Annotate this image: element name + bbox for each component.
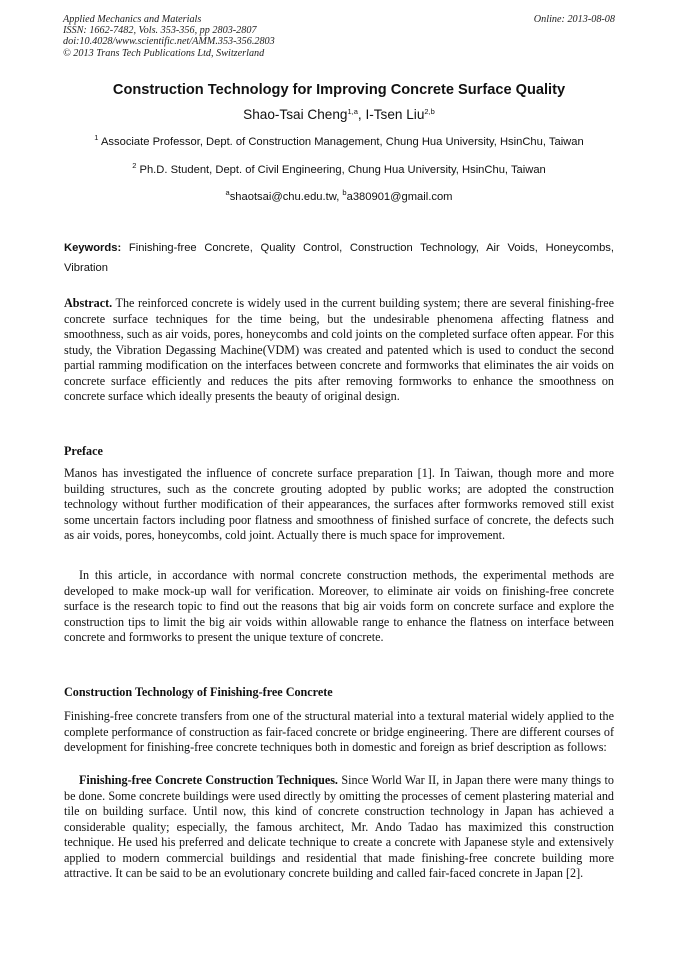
journal-name: Applied Mechanics and Materials xyxy=(63,14,202,25)
author-2-superscript: 2,b xyxy=(424,107,435,116)
email-b-marker: b xyxy=(342,188,347,197)
preface-heading: Preface xyxy=(64,444,103,458)
abstract-label: Abstract. xyxy=(64,296,113,310)
email-b: a380901@gmail.com xyxy=(346,191,453,203)
email-line xyxy=(40,188,638,203)
preface-paragraph-1: Manos has investigated the influence of concrete surface preparation [1]. In Taiwan, though more and more building structures, such as the concrete grouting adopted by public works; are adopted the construction technology without further modification of their appearances, the surfaces after formworks removed still exist some uncertain factors including poor flatness and smoothness of finished surface of concrete, the defects such as air voids, pores, honeycombs, cold joint. Actually there is much space for improvement. xyxy=(64,466,614,542)
author-2-name: I-Tsen Liu xyxy=(365,107,425,122)
author-1-name: Shao-Tsai Cheng xyxy=(243,107,348,122)
email-a: shaotsai@chu.edu.tw, xyxy=(229,191,343,203)
affiliation-2-marker: 2 xyxy=(132,161,137,170)
construction-paragraph-1: Finishing-free concrete transfers from one of the structural material into a textural material widely applied to the complete performance of construction as fair-faced concrete or bridge engineering. There are different courses of development for finishing-free concrete techniques both in domestic and foreign as brief description as follows: xyxy=(64,709,614,754)
journal-header xyxy=(63,14,615,59)
keywords-text: Finishing-free Concrete, Quality Control, Construction Technology, Air Voids, Honeycombs, Vibration xyxy=(64,242,614,274)
construction-paragraph-2 xyxy=(64,773,614,882)
affiliation-2 xyxy=(40,161,638,176)
email-a-marker: a xyxy=(225,188,230,197)
affiliation-1 xyxy=(40,133,638,148)
affiliation-1-marker: 1 xyxy=(94,133,99,142)
techniques-text: Since World War II, in Japan there were many things to be done. Some concrete buildings were used directly by omitting the processes of cement plastering material and tile on building surface. Until now, this kind of concrete construction technology in Japan has achieved a considerable quality; especially, the famous architect, Mr. Ando Tadao has maximized this construction technique. He used his preferred and delicate technique to create a concrete with Japanese style and extensively applied to modern commercial buildings and residential that made finishing-free concrete building more attractive. It can be said to be an evolutionary concrete building and called fair-faced concrete in Japan [2]. xyxy=(64,773,614,880)
author-1-superscript: 1,a xyxy=(347,107,358,116)
author-separator: , xyxy=(357,107,366,122)
copyright-line: © 2013 Trans Tech Publications Ltd, Switzerland xyxy=(63,47,265,59)
abstract-text: The reinforced concrete is widely used in the current building system; there are several finishing-free concrete surface techniques for the time being, but the undesirable phenomena affecting flatness and smoothness, such as air voids, pores, honeycombs and cold joints on the completed surface often appear. For this study, the Vibration Degassing Machine(VDM) was created and patented which is used to conduct the second partial ramming modification on the interfaces between concrete and formworks that eliminates the air voids on concrete surface efficiently and reduces the pits after removing formworks to enhance the smoothness on concrete surface which ideally presents the beauty of original design. xyxy=(64,296,614,403)
keywords xyxy=(64,238,614,278)
abstract xyxy=(64,296,614,405)
author-line xyxy=(40,107,638,122)
keywords-label: Keywords: xyxy=(64,242,122,254)
construction-heading: Construction Technology of Finishing-free Concrete xyxy=(64,685,333,699)
techniques-subheading: Finishing-free Concrete Construction Techniques. xyxy=(79,773,338,787)
issn-line: ISSN: 1662-7482, Vols. 353-356, pp 2803-2807 xyxy=(63,25,257,37)
doi-line: doi:10.4028/www.scientific.net/AMM.353-356.2803 xyxy=(63,36,275,48)
affiliation-1-text: Associate Professor, Dept. of Construction Management, Chung Hua University, HsinChu, Taiwan xyxy=(98,136,584,148)
online-date: Online: 2013-08-08 xyxy=(533,14,615,25)
preface-paragraph-2: In this article, in accordance with normal concrete construction methods, the experimental methods are developed to make mock-up wall for verification. Moreover, to eliminate air voids on finishing-free concrete surface is the research topic to find out the reasons that big air voids form on concrete surface and explore the construction tips to limit the big air voids within allowable range to enhance the flatness on interface between concrete and formworks to present the unique texture of concrete. xyxy=(64,568,614,644)
affiliation-2-text: Ph.D. Student, Dept. of Civil Engineering, Chung Hua University, HsinChu, Taiwan xyxy=(136,164,546,176)
paper-title: Construction Technology for Improving Concrete Surface Quality xyxy=(112,82,566,98)
